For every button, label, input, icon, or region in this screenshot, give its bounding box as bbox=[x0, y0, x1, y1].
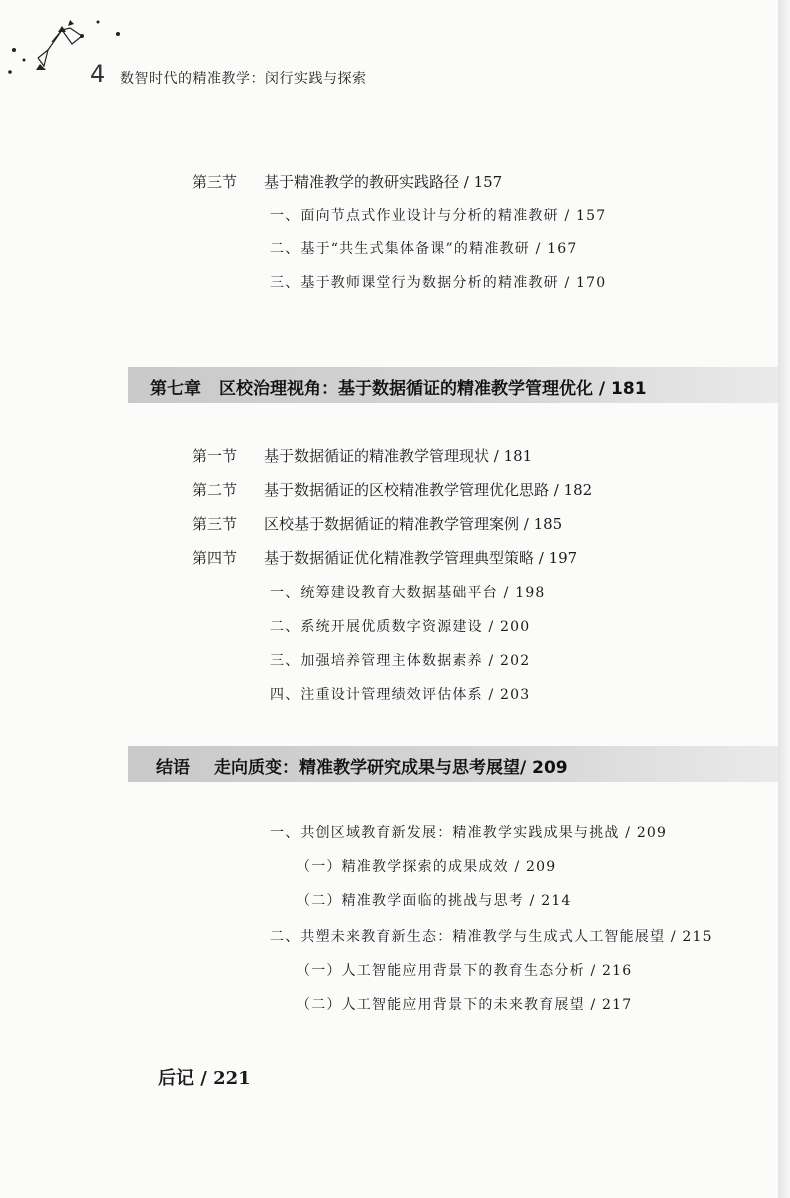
chapter-label: 第七章 bbox=[150, 379, 201, 399]
section-title: 基于精准教学的教研实践路径 / 157 bbox=[264, 173, 503, 191]
toc-subitem[interactable]: （二）精准教学面临的挑战与思考 / 214 bbox=[296, 893, 572, 909]
conclusion-label: 结语 bbox=[156, 758, 190, 778]
toc-item[interactable]: 一、统筹建设教育大数据基础平台 / 198 bbox=[270, 585, 546, 601]
toc-item[interactable]: 二、系统开展优质数字资源建设 / 200 bbox=[270, 619, 531, 635]
toc-section-1[interactable] bbox=[192, 445, 532, 466]
toc-section-2[interactable] bbox=[192, 479, 592, 500]
section-number: 第二节 bbox=[192, 481, 238, 499]
section-title: 基于数据循证的精准教学管理现状 / 181 bbox=[264, 447, 533, 465]
toc-item[interactable]: 一、面向节点式作业设计与分析的精准教研 / 157 bbox=[270, 208, 607, 224]
toc-item[interactable]: 三、加强培养管理主体数据素养 / 202 bbox=[270, 653, 531, 669]
toc-item[interactable]: 二、共塑未来教育新生态：精准教学与生成式人工智能展望 / 215 bbox=[270, 929, 713, 945]
page-edge-shadow bbox=[778, 0, 790, 1198]
toc-item[interactable]: 二、基于“共生式集体备课”的精准教研 / 167 bbox=[270, 241, 578, 257]
toc-subitem[interactable]: （二）人工智能应用背景下的未来教育展望 / 217 bbox=[296, 997, 633, 1013]
section-number: 第四节 bbox=[192, 549, 238, 567]
toc-section-3[interactable] bbox=[192, 171, 502, 192]
chapter-7-heading[interactable] bbox=[128, 367, 778, 403]
section-title: 基于数据循证优化精准教学管理典型策略 / 197 bbox=[264, 549, 578, 567]
afterword-entry[interactable]: 后记 / 221 bbox=[158, 1068, 251, 1089]
toc-item[interactable]: 三、基于教师课堂行为数据分析的精准教研 / 170 bbox=[270, 275, 607, 291]
chapter-title: 区校治理视角：基于数据循证的精准教学管理优化 / 181 bbox=[219, 379, 647, 399]
running-title: 数智时代的精准教学：闵行实践与探索 bbox=[120, 71, 367, 87]
toc-section-4[interactable] bbox=[192, 547, 577, 568]
section-number: 第三节 bbox=[192, 515, 238, 533]
toc-subitem[interactable]: （一）精准教学探索的成果成效 / 209 bbox=[296, 859, 557, 875]
section-title: 区校基于数据循证的精准教学管理案例 / 185 bbox=[264, 515, 563, 533]
section-number: 第一节 bbox=[192, 447, 238, 465]
conclusion-title: 走向质变：精准教学研究成果与思考展望/ 209 bbox=[214, 758, 568, 778]
section-number: 第三节 bbox=[192, 173, 238, 191]
toc-section-3b[interactable] bbox=[192, 513, 562, 534]
toc-subitem[interactable]: （一）人工智能应用背景下的教育生态分析 / 216 bbox=[296, 963, 633, 979]
toc-item[interactable]: 四、注重设计管理绩效评估体系 / 203 bbox=[270, 687, 531, 703]
toc-item[interactable]: 一、共创区域教育新发展：精准教学实践成果与挑战 / 209 bbox=[270, 825, 668, 841]
constellation-decoration-icon bbox=[0, 0, 130, 90]
conclusion-heading[interactable] bbox=[128, 746, 778, 782]
page-number: 4 bbox=[90, 60, 106, 88]
section-title: 基于数据循证的区校精准教学管理优化思路 / 182 bbox=[264, 481, 593, 499]
